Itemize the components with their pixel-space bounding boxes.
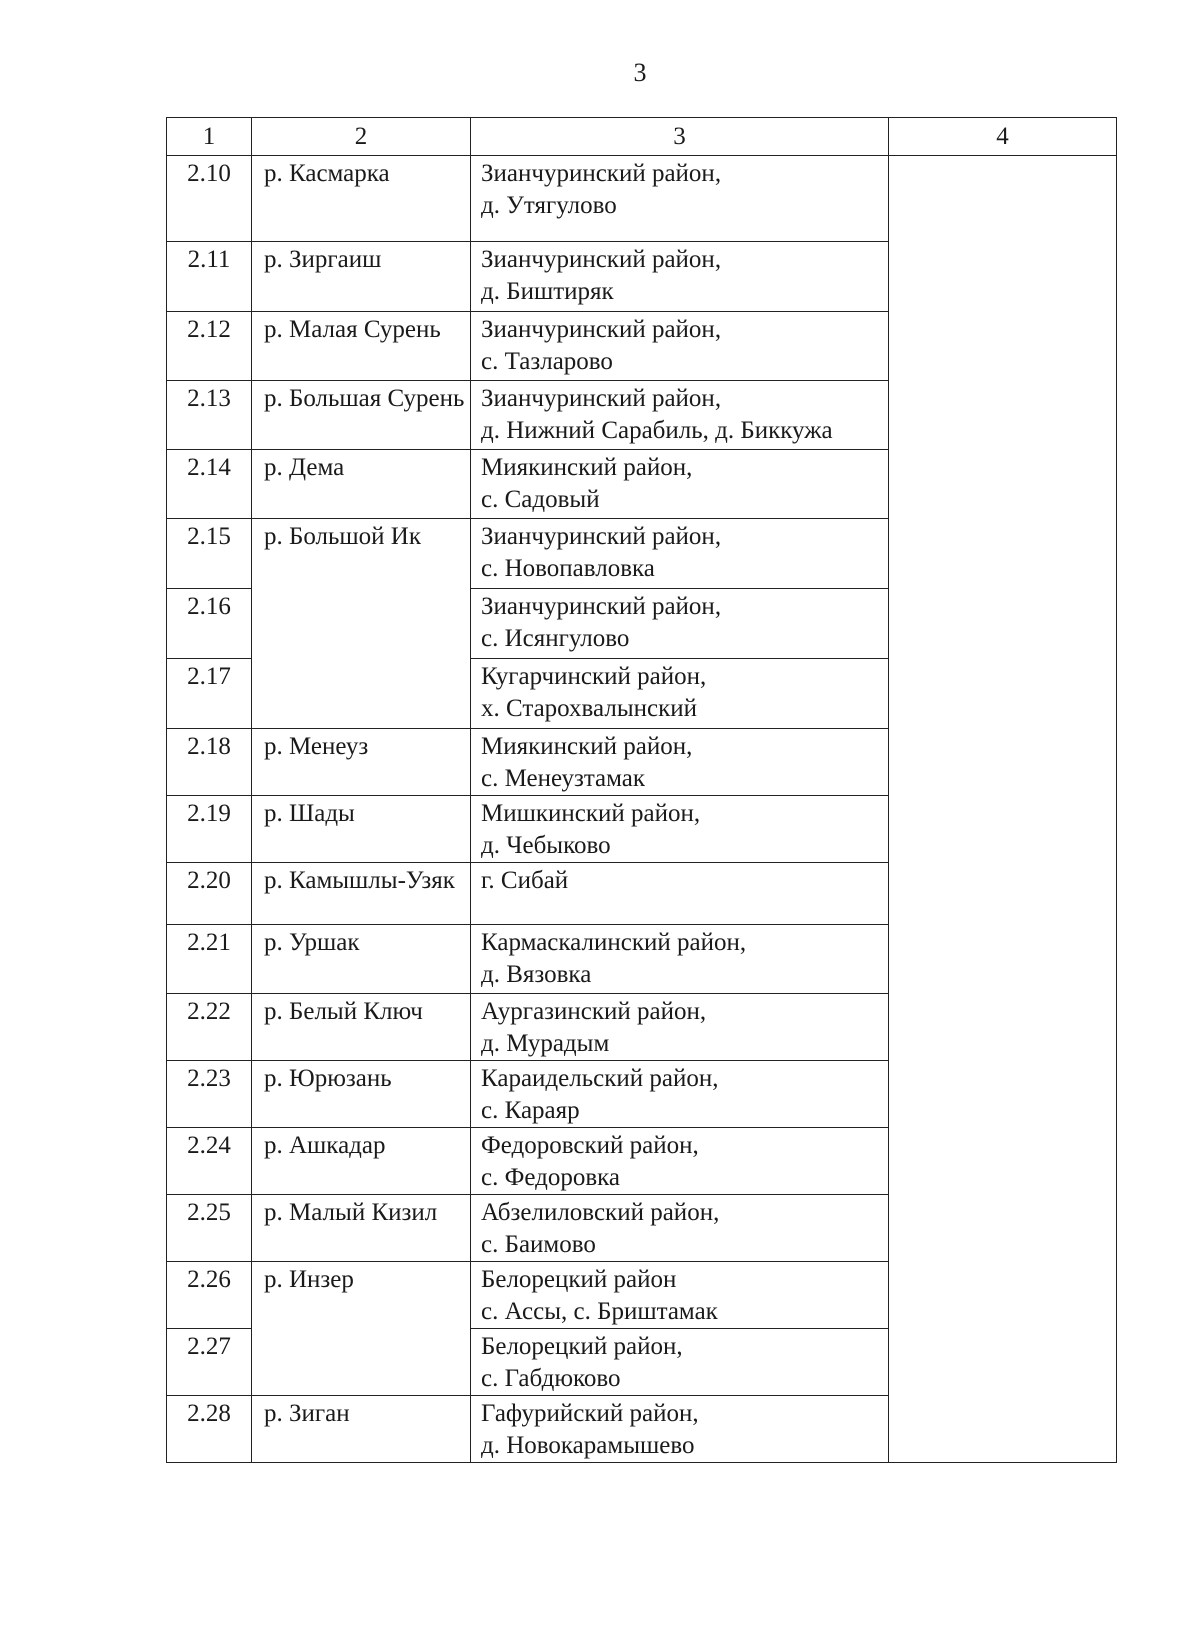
river-name: р. Большой Ик — [252, 519, 471, 729]
location-cell — [471, 796, 889, 863]
location-line: с. Тазларово — [481, 348, 613, 375]
row-number: 2.13 — [167, 381, 252, 450]
location-line: Зианчуринский район, — [481, 385, 722, 412]
row-number: 2.23 — [167, 1061, 252, 1128]
row-number: 2.12 — [167, 312, 252, 381]
river-name: р. Большая Сурень — [252, 381, 471, 450]
location-line: х. Старохвалынский — [481, 695, 697, 722]
location-line: Гафурийский район, — [481, 1400, 699, 1427]
location-line: Абзелиловский район, — [481, 1199, 720, 1226]
row-number: 2.20 — [167, 863, 252, 925]
location-cell — [471, 1396, 889, 1463]
location-line: с. Ассы, с. Бриштамак — [481, 1298, 718, 1325]
location-line: д. Вязовка — [481, 961, 592, 988]
row-number: 2.14 — [167, 450, 252, 519]
row-number: 2.24 — [167, 1128, 252, 1195]
location-cell — [471, 1195, 889, 1262]
location-line: с. Новопавловка — [481, 555, 655, 582]
location-line: Зианчуринский район, — [481, 593, 722, 620]
row-number: 2.18 — [167, 729, 252, 796]
location-line: Аургазинский район, — [481, 998, 707, 1025]
row-number: 2.21 — [167, 925, 252, 994]
location-cell — [471, 994, 889, 1061]
row-number: 2.25 — [167, 1195, 252, 1262]
location-cell — [471, 156, 889, 242]
location-line: Кармаскалинский район, — [481, 929, 747, 956]
location-line: Миякинский район, — [481, 733, 693, 760]
row-number: 2.26 — [167, 1262, 252, 1329]
location-cell — [471, 242, 889, 312]
location-cell — [471, 381, 889, 450]
location-cell — [471, 1128, 889, 1195]
location-line: с. Садовый — [481, 486, 600, 513]
location-cell — [471, 925, 889, 994]
row-number: 2.19 — [167, 796, 252, 863]
river-name: р. Инзер — [252, 1262, 471, 1396]
column-4-cell — [889, 156, 1117, 1463]
location-line: с. Габдюково — [481, 1365, 621, 1392]
river-name: р. Малый Кизил — [252, 1195, 471, 1262]
table-header-row — [167, 118, 1117, 156]
row-number: 2.11 — [167, 242, 252, 312]
location-line: Мишкинский район, — [481, 800, 701, 827]
location-line: с. Исянгулово — [481, 625, 630, 652]
river-name: р. Юрюзань — [252, 1061, 471, 1128]
row-number: 2.15 — [167, 519, 252, 589]
location-cell — [471, 1262, 889, 1329]
location-cell — [471, 659, 889, 729]
river-name: р. Малая Сурень — [252, 312, 471, 381]
location-line: Караидельский район, — [481, 1065, 719, 1092]
location-cell — [471, 589, 889, 659]
river-name: р. Зиган — [252, 1396, 471, 1463]
table-body — [167, 156, 1117, 1463]
location-line: Белорецкий район — [481, 1266, 677, 1293]
river-name: р. Камышлы-Узяк — [252, 863, 471, 925]
location-line: д. Чебыково — [481, 832, 611, 859]
river-name: р. Касмарка — [252, 156, 471, 242]
location-cell — [471, 450, 889, 519]
row-number: 2.10 — [167, 156, 252, 242]
location-line: д. Мурадым — [481, 1030, 610, 1057]
location-line: д. Биштиряк — [481, 278, 614, 305]
location-cell — [471, 1061, 889, 1128]
location-line: с. Баимово — [481, 1231, 596, 1258]
location-line: Зианчуринский район, — [481, 316, 722, 343]
location-line: Зианчуринский район, — [481, 246, 722, 273]
location-cell — [471, 519, 889, 589]
column-header: 2 — [252, 118, 471, 156]
table-row — [167, 156, 1117, 242]
row-number: 2.28 — [167, 1396, 252, 1463]
location-line: д. Новокарамышево — [481, 1432, 695, 1459]
river-name: р. Зиргаиш — [252, 242, 471, 312]
row-number: 2.17 — [167, 659, 252, 729]
location-line: Зианчуринский район, — [481, 523, 722, 550]
river-name: р. Менеуз — [252, 729, 471, 796]
river-name: р. Белый Ключ — [252, 994, 471, 1061]
row-number: 2.16 — [167, 589, 252, 659]
column-header: 3 — [471, 118, 889, 156]
location-line: Федоровский район, — [481, 1132, 699, 1159]
location-line: Зианчуринский район, — [481, 160, 722, 187]
location-cell — [471, 1329, 889, 1396]
location-line: с. Менеузтамак — [481, 765, 646, 792]
location-line: с. Караяр — [481, 1097, 580, 1124]
column-header: 1 — [167, 118, 252, 156]
page-number: 3 — [633, 58, 647, 87]
location-line: Кугарчинский район, — [481, 663, 707, 690]
location-line: Белорецкий район, — [481, 1333, 683, 1360]
location-line: с. Федоровка — [481, 1164, 621, 1191]
location-line: д. Нижний Сарабиль, д. Биккужа — [481, 417, 833, 444]
location-line: д. Утягулово — [481, 192, 617, 219]
location-cell — [471, 312, 889, 381]
column-header: 4 — [889, 118, 1117, 156]
river-name: р. Ашкадар — [252, 1128, 471, 1195]
location-line: г. Сибай — [481, 867, 569, 894]
river-name: р. Уршак — [252, 925, 471, 994]
regions-table — [166, 117, 1117, 1463]
location-cell — [471, 863, 889, 925]
river-name: р. Дема — [252, 450, 471, 519]
river-name: р. Шады — [252, 796, 471, 863]
row-number: 2.27 — [167, 1329, 252, 1396]
location-line: Миякинский район, — [481, 454, 693, 481]
location-cell — [471, 729, 889, 796]
row-number: 2.22 — [167, 994, 252, 1061]
